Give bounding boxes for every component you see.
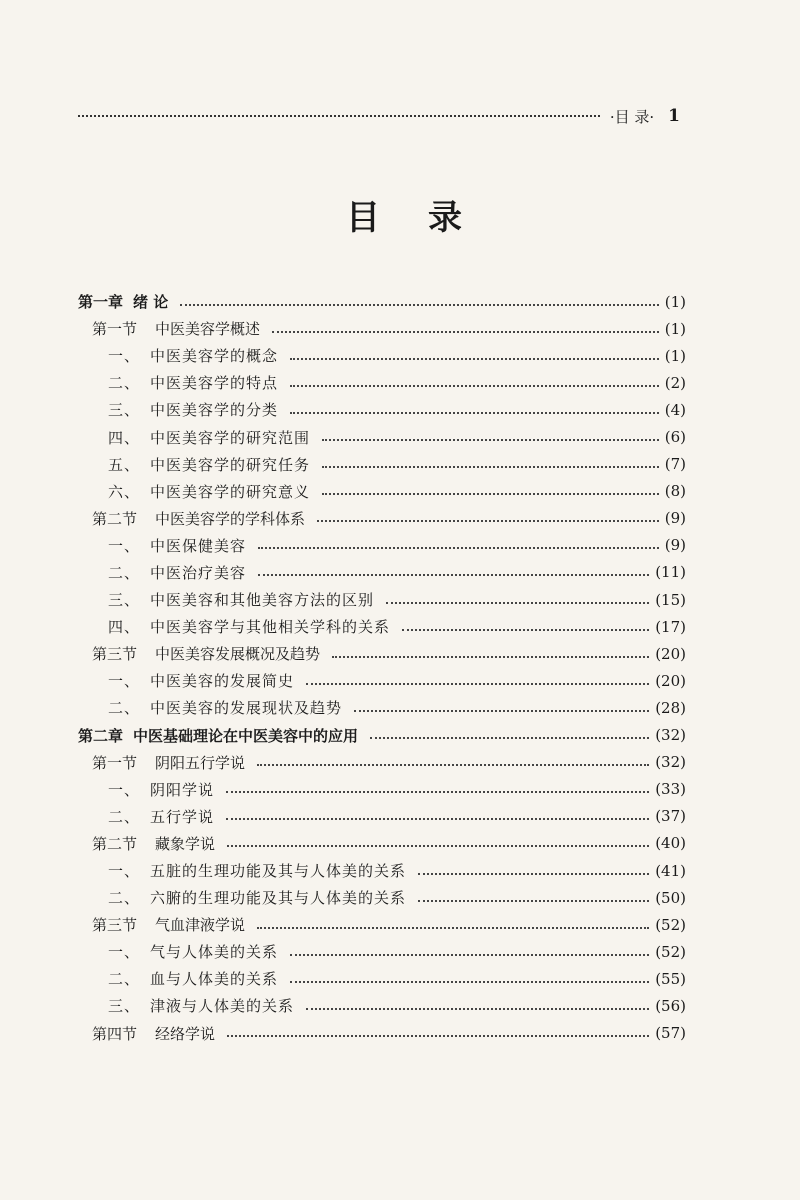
toc-entry-number: 一、: [108, 780, 141, 799]
toc-entry-number: 二、: [108, 563, 141, 582]
toc-entry-title: 中医美容的发展简史: [150, 672, 295, 691]
toc-chapter-entry: [78, 722, 686, 749]
toc-entry-title: 经络学说: [155, 1024, 216, 1043]
toc-entry-number: 一、: [108, 536, 141, 555]
toc-entry-number: 第二节: [92, 834, 138, 853]
toc-entry-title: 气血津液学说: [155, 916, 246, 935]
toc-subsection-entry: [78, 342, 686, 369]
toc-entry-page: (55): [655, 969, 686, 988]
toc-entry-title: 中医美容发展概况及趋势: [155, 645, 321, 664]
toc-leader-dots: [418, 873, 649, 875]
toc-subsection-entry: [78, 423, 686, 450]
toc-entry-number: 第四节: [92, 1024, 138, 1043]
toc-entry-number: 二、: [108, 374, 141, 393]
toc-entry-page: (1): [664, 319, 686, 338]
toc-entry-title: 津液与人体美的关系: [150, 997, 295, 1016]
toc-subsection-entry: [78, 532, 686, 559]
toc-subsection-entry: [78, 965, 686, 992]
toc-entry-title: 中医保健美容: [150, 536, 247, 555]
toc-subsection-entry: [78, 884, 686, 911]
toc-entry-title: 五行学说: [150, 807, 215, 826]
toc-entry-page: (28): [655, 698, 686, 717]
toc-leader-dots: [290, 358, 659, 360]
toc-entry-page: (9): [664, 509, 686, 528]
toc-leader-dots: [317, 520, 659, 522]
toc-entry-title: 中医美容学概述: [155, 320, 261, 339]
toc-leader-dots: [290, 412, 659, 414]
toc-subsection-entry: [78, 857, 686, 884]
toc-entry-number: 第一节: [92, 753, 138, 772]
toc-leader-dots: [272, 331, 659, 333]
toc-section-entry: [78, 911, 686, 938]
toc-entry-page: (15): [655, 590, 686, 609]
toc-entry-number: 三、: [108, 997, 141, 1016]
toc-leader-dots: [290, 981, 649, 983]
toc-leader-dots: [386, 602, 649, 604]
toc-entry-number: 二、: [108, 889, 141, 908]
toc-subsection-entry: [78, 451, 686, 478]
toc-entry-title: 血与人体美的关系: [150, 970, 279, 989]
toc-leader-dots: [370, 737, 649, 739]
toc-subsection-entry: [78, 613, 686, 640]
toc-entry-title: 六腑的生理功能及其与人体美的关系: [150, 889, 407, 908]
toc-entry-number: 二、: [108, 970, 141, 989]
toc-leader-dots: [227, 845, 649, 847]
toc-leader-dots: [354, 710, 649, 712]
toc-leader-dots: [332, 656, 649, 658]
toc-leader-dots: [180, 304, 659, 306]
toc-entry-number: 第二节: [92, 509, 138, 528]
toc-subsection-entry: [78, 667, 686, 694]
toc-entry-page: (1): [664, 292, 686, 311]
toc-entry-number: 二、: [108, 807, 141, 826]
toc-entry-page: (32): [655, 726, 686, 745]
toc-leader-dots: [306, 1008, 649, 1010]
toc-entry-page: (52): [655, 942, 686, 961]
table-of-contents: [78, 288, 686, 1047]
toc-subsection-entry: [78, 396, 686, 423]
toc-entry-title: 阴阳五行学说: [155, 753, 246, 772]
toc-entry-page: (32): [655, 753, 686, 772]
toc-entry-page: (7): [664, 455, 686, 474]
toc-entry-page: (40): [655, 834, 686, 853]
toc-entry-title: 绪 论: [133, 293, 169, 312]
toc-entry-title: 中医美容的发展现状及趋势: [150, 699, 343, 718]
toc-entry-title: 五脏的生理功能及其与人体美的关系: [150, 862, 407, 881]
toc-leader-dots: [418, 900, 649, 902]
toc-entry-title: 中医美容学的特点: [150, 374, 279, 393]
toc-entry-page: (9): [664, 536, 686, 555]
toc-entry-page: (1): [664, 346, 686, 365]
toc-entry-page: (4): [664, 400, 686, 419]
toc-entry-number: 四、: [108, 428, 141, 447]
toc-entry-title: 中医美容学的研究意义: [150, 482, 311, 501]
toc-subsection-entry: [78, 559, 686, 586]
toc-subsection-entry: [78, 478, 686, 505]
toc-entry-number: 四、: [108, 618, 141, 637]
toc-entry-page: (8): [664, 482, 686, 501]
toc-entry-number: 二、: [108, 699, 141, 718]
toc-entry-number: 六、: [108, 482, 141, 501]
toc-entry-page: (11): [655, 563, 686, 582]
toc-entry-title: 气与人体美的关系: [150, 943, 279, 962]
toc-entry-page: (20): [655, 644, 686, 663]
header-page-number: 1: [668, 106, 680, 126]
toc-entry-title: 中医美容学的研究任务: [150, 455, 311, 474]
toc-entry-number: 一、: [108, 672, 141, 691]
toc-entry-title: 中医美容学的概念: [150, 347, 279, 366]
toc-entry-page: (56): [655, 996, 686, 1015]
toc-entry-title: 中医美容学与其他相关学科的关系: [150, 618, 391, 637]
toc-entry-page: (57): [655, 1024, 686, 1043]
toc-section-entry: [78, 1020, 686, 1047]
toc-entry-number: 一、: [108, 347, 141, 366]
toc-subsection-entry: [78, 694, 686, 721]
toc-section-entry: [78, 505, 686, 532]
toc-entry-page: (37): [655, 807, 686, 826]
toc-entry-page: (52): [655, 915, 686, 934]
toc-entry-title: 藏象学说: [155, 834, 216, 853]
toc-leader-dots: [322, 466, 659, 468]
toc-leader-dots: [257, 764, 649, 766]
toc-leader-dots: [226, 791, 649, 793]
toc-leader-dots: [322, 493, 659, 495]
page-title: 目录: [346, 198, 510, 238]
toc-entry-number: 第三节: [92, 916, 138, 935]
toc-entry-number: 三、: [108, 401, 141, 420]
toc-entry-page: (17): [655, 617, 686, 636]
toc-leader-dots: [257, 927, 649, 929]
toc-entry-page: (20): [655, 671, 686, 690]
toc-entry-page: (6): [664, 428, 686, 447]
toc-subsection-entry: [78, 776, 686, 803]
toc-leader-dots: [290, 954, 649, 956]
toc-entry-number: 第一节: [92, 320, 138, 339]
toc-entry-title: 中医基础理论在中医美容中的应用: [133, 726, 359, 745]
toc-leader-dots: [322, 439, 659, 441]
toc-leader-dots: [290, 385, 659, 387]
toc-subsection-entry: [78, 938, 686, 965]
header-title: ·目 录·: [609, 107, 655, 126]
toc-section-entry: [78, 749, 686, 776]
toc-entry-number: 一、: [108, 943, 141, 962]
toc-entry-number: 五、: [108, 455, 141, 474]
toc-entry-title: 中医美容学的研究范围: [150, 428, 311, 447]
toc-section-entry: [78, 830, 686, 857]
toc-entry-title: 中医美容和其他美容方法的区别: [150, 591, 375, 610]
header-leader-dots: [78, 115, 600, 117]
running-header: [78, 104, 680, 128]
toc-entry-title: 中医美容学的学科体系: [155, 509, 306, 528]
toc-entry-title: 中医治疗美容: [150, 563, 247, 582]
toc-entry-page: (2): [664, 373, 686, 392]
toc-leader-dots: [258, 547, 659, 549]
toc-entry-number: 第一章: [78, 293, 124, 312]
toc-chapter-entry: [78, 288, 686, 315]
toc-leader-dots: [306, 683, 649, 685]
toc-entry-page: (33): [655, 780, 686, 799]
toc-section-entry: [78, 315, 686, 342]
toc-section-entry: [78, 640, 686, 667]
toc-subsection-entry: [78, 992, 686, 1019]
toc-subsection-entry: [78, 803, 686, 830]
toc-entry-page: (41): [655, 861, 686, 880]
toc-entry-number: 三、: [108, 591, 141, 610]
toc-entry-number: 第二章: [78, 726, 124, 745]
toc-entry-number: 一、: [108, 862, 141, 881]
toc-leader-dots: [226, 818, 649, 820]
toc-entry-title: 中医美容学的分类: [150, 401, 279, 420]
toc-subsection-entry: [78, 369, 686, 396]
toc-leader-dots: [402, 629, 649, 631]
toc-entry-page: (50): [655, 888, 686, 907]
toc-leader-dots: [258, 574, 649, 576]
toc-leader-dots: [227, 1035, 649, 1037]
toc-subsection-entry: [78, 586, 686, 613]
toc-entry-number: 第三节: [92, 645, 138, 664]
toc-entry-title: 阴阳学说: [150, 780, 215, 799]
